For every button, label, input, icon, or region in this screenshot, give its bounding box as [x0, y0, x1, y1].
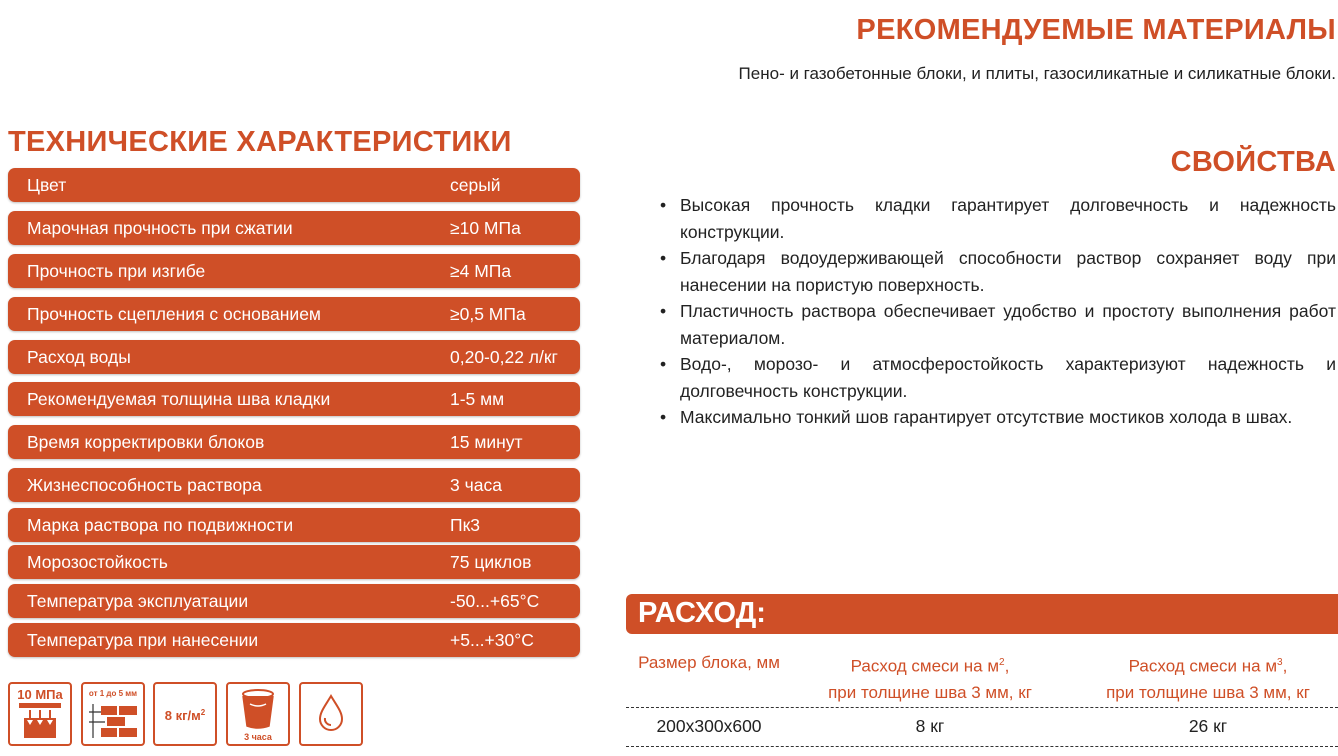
spec-row-operating-temp: [8, 584, 580, 618]
properties-title: СВОЙСТВА: [1170, 146, 1336, 178]
spec-label: Прочность при изгибе: [27, 261, 206, 281]
spec-value: 3 часа: [450, 475, 502, 495]
spec-row-application-temp: [8, 623, 580, 657]
consumption-icon-label: 8 кг/м: [164, 708, 201, 723]
table-divider: [626, 707, 1338, 708]
spec-value: ≥10 МПа: [450, 218, 521, 238]
spec-value: 0,20-0,22 л/кг: [450, 347, 558, 367]
spec-label: Прочность сцепления с основанием: [27, 304, 321, 324]
bucket-icon: [226, 682, 290, 746]
spec-row-adhesion: [8, 297, 580, 331]
table-header-per-m2: Расход смеси на $м^2$, при толщине шва 3 мм, кг: [828, 656, 1032, 702]
recommended-materials-title: РЕКОМЕНДУЕМЫЕ МАТЕРИАЛЫ: [856, 14, 1336, 46]
consumption-icon-sup: 2: [200, 708, 206, 717]
spec-row-pot-life: [8, 468, 580, 502]
spec-value: серый: [450, 175, 501, 195]
consumption-header-bar: [626, 594, 1338, 634]
spec-value: 1-5 мм: [450, 389, 505, 409]
bucket-icon-label: 3 часа: [244, 732, 272, 742]
spec-label: Температура эксплуатации: [27, 591, 249, 611]
table-header-block-size: Размер блока, мм: [638, 653, 780, 672]
list-item: • Максимально тонкий шов гарантирует отсутствие мостиков холода в швах.: [660, 404, 1336, 431]
spec-label: Расход воды: [27, 347, 131, 367]
spec-value: +5...+30°С: [450, 630, 534, 650]
spec-row-joint: [8, 382, 580, 416]
svg-text:8 кг/м2: [165, 708, 206, 723]
spec-row-frost: [8, 545, 580, 579]
table-cell-per-m3: 26 кг: [1188, 716, 1228, 736]
spec-value: ≥4 МПа: [450, 261, 512, 281]
spec-value: 15 минут: [450, 432, 523, 452]
spec-label: Жизнеспособность раствора: [27, 475, 262, 495]
spec-label: Морозостойкость: [27, 552, 168, 572]
joint-icon-label: от 1 до 5 мм: [88, 689, 138, 698]
spec-row-color: [8, 168, 580, 202]
compression-strength-icon: [8, 682, 72, 746]
consumption-title: РАСХОД:: [638, 597, 766, 629]
spec-row-water: [8, 340, 580, 374]
spec-row-compression: [8, 211, 580, 245]
table-cell-per-m2: 8 кг: [915, 716, 945, 736]
spec-value: ≥0,5 МПа: [450, 304, 526, 324]
spec-value: Пк3: [450, 515, 480, 535]
spec-label: Цвет: [27, 175, 67, 195]
list-item: • Водо-, морозо- и атмосферостойкость характеризуют надежность и долговечность конструкции.: [660, 351, 1336, 404]
table-header-per-m3: Расход смеси на $м^3$, при толщине шва 3 мм, кг: [1106, 656, 1310, 702]
recommended-materials-text: Пено- и газобетонные блоки, и плиты, газосиликатные и силикатные блоки.: [738, 64, 1336, 83]
spec-label: Время корректировки блоков: [27, 432, 265, 452]
spec-row-bending: [8, 254, 580, 288]
spec-value: 75 циклов: [450, 552, 532, 572]
list-item: • Пластичность раствора обеспечивает удобство и простоту выполнения работ материалом.: [660, 298, 1336, 351]
technical-characteristics-title: ТЕХНИЧЕСКИЕ ХАРАКТЕРИСТИКИ: [8, 126, 512, 158]
water-resistance-icon: [299, 682, 363, 746]
spec-row-mobility: [8, 508, 580, 542]
joint-thickness-icon: [81, 682, 145, 746]
spec-label: Марочная прочность при сжатии: [27, 218, 293, 238]
spec-label: Рекомендуемая толщина шва кладки: [27, 389, 331, 409]
spec-value: -50...+65°С: [450, 591, 540, 611]
list-item: • Высокая прочность кладки гарантирует долговечность и надежность конструкции.: [660, 192, 1336, 245]
list-item: • Благодаря водоудерживающей способности раствор сохраняет воду при нанесении на пористую поверхность.: [660, 245, 1336, 298]
table-cell-size: 200x300x600: [656, 716, 762, 736]
spec-row-correction: [8, 425, 580, 459]
spec-label: Марка раствора по подвижности: [27, 515, 294, 535]
properties-list: [660, 192, 1336, 431]
spec-label: Температура при нанесении: [27, 630, 259, 650]
strength-icon-label: 10 МПа: [17, 687, 63, 702]
table-divider: [626, 746, 1338, 747]
consumption-icon: [153, 682, 217, 746]
